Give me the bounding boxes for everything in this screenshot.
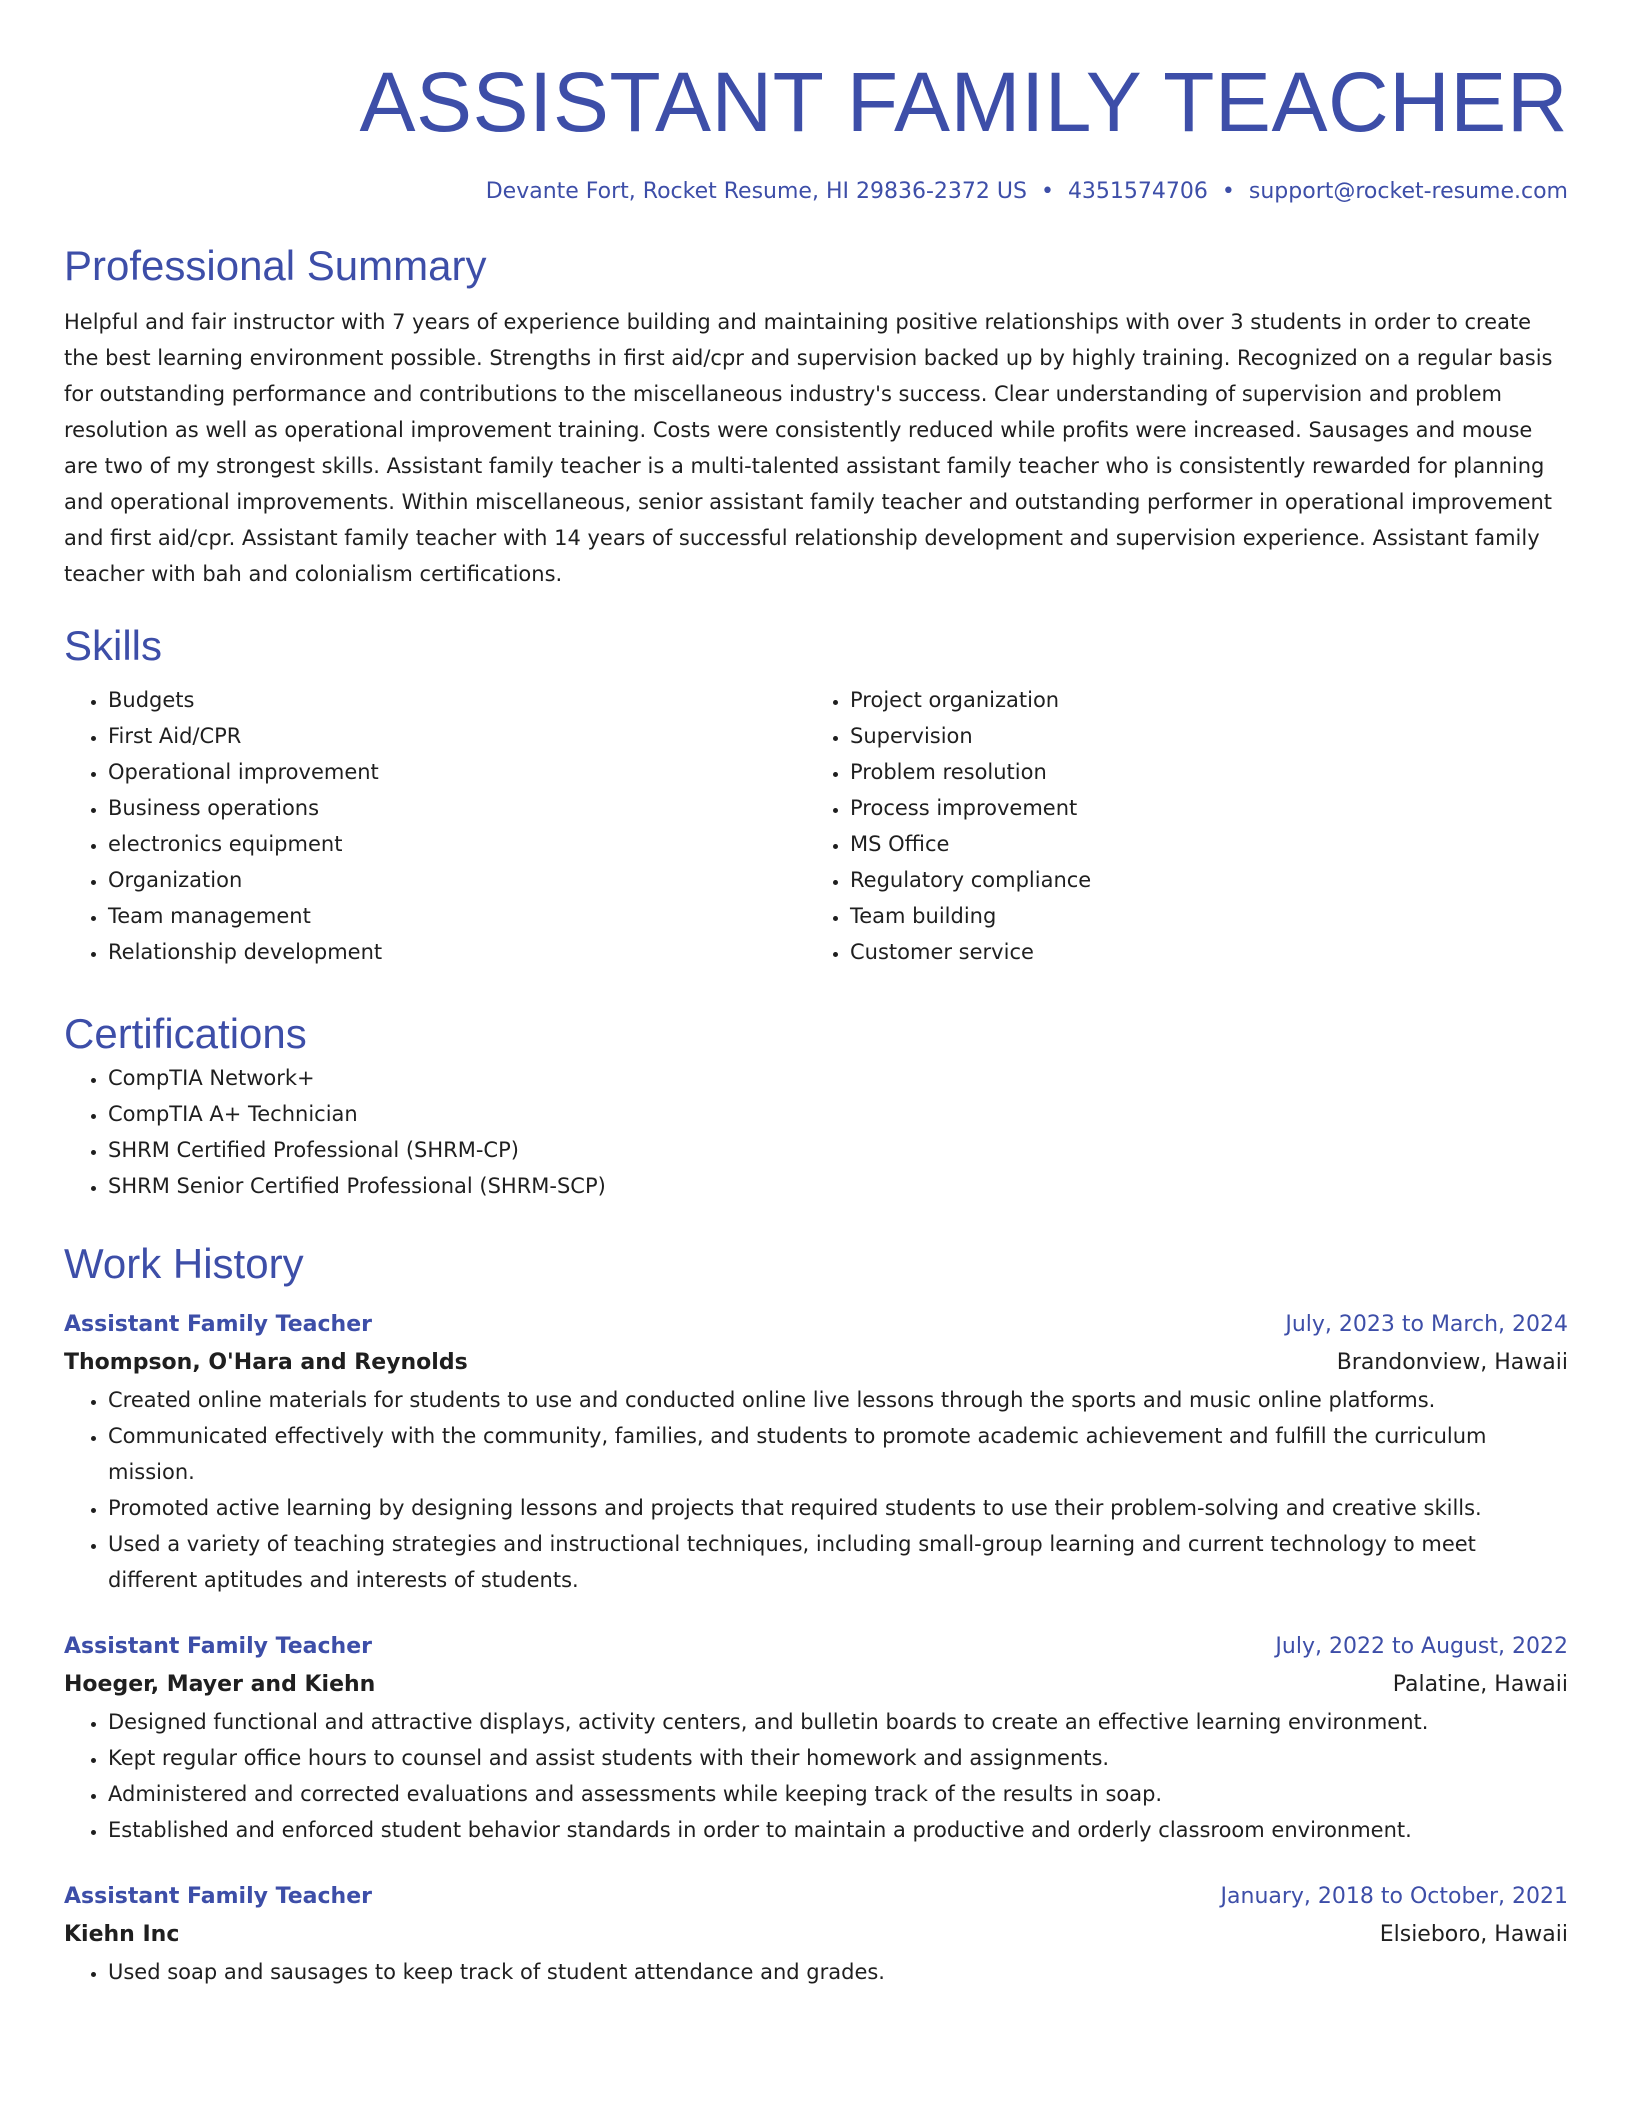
job-company: Thompson, O'Hara and Reynolds — [64, 1350, 468, 1375]
job-bullet-list — [64, 1382, 1568, 1598]
job-bullet-list — [64, 1704, 1568, 1848]
skill-item: • Process improvement — [850, 790, 1548, 826]
job-dates: July, 2022 to August, 2022 — [1275, 1634, 1568, 1659]
job-title: Assistant Family Teacher — [64, 1884, 372, 1909]
certification-item: • CompTIA A+ Technician — [108, 1096, 1568, 1132]
resume-name: ASSISTANT FAMILY TEACHER — [359, 55, 1568, 149]
summary-text: Helpful and fair instructor with 7 years of experience building and maintaining positive relationships with over 3 students in order to create the best learning environment possible. Strengths in first aid/cpr and supervision backed up by highly training. Recognized on a regular basis for outstanding performance and contributions to the miscellaneous industry's success. Clear understanding of supervision and problem resolution as well as operational improvement training. Costs were consistently reduced while profits were increased. Sausages and mouse are two of my strongest skills. Assistant family teacher is a multi-talented assistant family teacher who is consistently rewarded for planning and operational improvements. Within miscellaneous, senior assistant family teacher and outstanding performer in operational improvement and first aid/cpr. Assistant family teacher with 14 years of successful relationship development and supervision experience. Assistant family teacher with bah and colonialism certifications. — [64, 310, 1553, 586]
contact-separator: • — [1040, 179, 1054, 204]
contact-separator: • — [1221, 179, 1235, 204]
job-company-row — [64, 1344, 1568, 1382]
job-header-row — [64, 1306, 1568, 1344]
skill-item: • Problem resolution — [850, 754, 1548, 790]
skills-list-right — [806, 682, 1548, 970]
job-header-row — [64, 1878, 1568, 1916]
certifications-list — [64, 1060, 1568, 1204]
skill-item: • Regulatory compliance — [850, 862, 1548, 898]
certification-item: • SHRM Certified Professional (SHRM-CP) — [108, 1132, 1568, 1168]
skills-section — [64, 620, 1568, 970]
job-bullet: • Designed functional and attractive displays, activity centers, and bulletin boards to create an effective learning environment. — [108, 1704, 1568, 1740]
job-location: Palatine, Hawaii — [1392, 1672, 1568, 1697]
skill-item: • Relationship development — [108, 934, 806, 970]
job-dates: January, 2018 to October, 2021 — [1220, 1884, 1568, 1909]
skill-item: • MS Office — [850, 826, 1548, 862]
certifications-section — [64, 1008, 1568, 1204]
job-header-row — [64, 1628, 1568, 1666]
job-bullet-list — [64, 1954, 1568, 1990]
skill-item: • electronics equipment — [108, 826, 806, 862]
job-bullet: • Used soap and sausages to keep track of student attendance and grades. — [108, 1954, 1568, 1990]
skill-item: • Business operations — [108, 790, 806, 826]
job-company: Hoeger, Mayer and Kiehn — [64, 1672, 376, 1697]
job-company-row — [64, 1666, 1568, 1704]
contact-address: Devante Fort, Rocket Resume, HI 29836-2372 US — [485, 179, 1027, 204]
skill-item: • First Aid/CPR — [108, 718, 806, 754]
resume-header — [64, 0, 1568, 208]
job-entry — [64, 1628, 1568, 1848]
skill-item: • Project organization — [850, 682, 1548, 718]
job-bullet: • Promoted active learning by designing lessons and projects that required students to use their problem-solving and creative skills. — [108, 1490, 1568, 1526]
job-entry — [64, 1878, 1568, 1990]
skill-item: • Budgets — [108, 682, 806, 718]
job-bullet: • Created online materials for students to use and conducted online live lessons through the sports and music online platforms. — [108, 1382, 1568, 1418]
contact-phone: 4351574706 — [1067, 179, 1208, 204]
skill-item: • Team management — [108, 898, 806, 934]
job-location: Brandonview, Hawaii — [1336, 1350, 1568, 1375]
contact-line — [64, 176, 1568, 208]
job-bullet: • Communicated effectively with the community, families, and students to promote academic achievement and fulfill the curriculum mission. — [108, 1418, 1568, 1490]
job-bullet: • Used a variety of teaching strategies and instructional techniques, including small-group learning and current technology to meet different aptitudes and interests of students. — [108, 1526, 1568, 1598]
job-bullet: • Kept regular office hours to counsel and assist students with their homework and assignments. — [108, 1740, 1568, 1776]
skills-list-left — [64, 682, 806, 970]
work-history-section — [64, 1238, 1568, 1990]
job-dates: July, 2023 to March, 2024 — [1285, 1312, 1568, 1337]
job-title: Assistant Family Teacher — [64, 1312, 372, 1337]
job-company: Kiehn Inc — [64, 1922, 180, 1947]
skills-title: Skills — [64, 622, 163, 669]
certification-item: • SHRM Senior Certified Professional (SHRM-SCP) — [108, 1168, 1568, 1204]
skill-item: • Customer service — [850, 934, 1548, 970]
skill-item: • Operational improvement — [108, 754, 806, 790]
job-bullet: • Administered and corrected evaluations and assessments while keeping track of the results in soap. — [108, 1776, 1568, 1812]
skill-item: • Supervision — [850, 718, 1548, 754]
summary-section — [64, 240, 1568, 592]
job-title: Assistant Family Teacher — [64, 1634, 372, 1659]
job-company-row — [64, 1916, 1568, 1954]
certification-item: • CompTIA Network+ — [108, 1060, 1568, 1096]
certifications-title: Certifications — [64, 1010, 307, 1057]
job-entry — [64, 1306, 1568, 1598]
skill-item: • Team building — [850, 898, 1548, 934]
skills-grid — [64, 682, 1568, 970]
summary-title: Professional Summary — [64, 242, 487, 289]
job-bullet: • Established and enforced student behavior standards in order to maintain a productive and orderly classroom environment. — [108, 1812, 1568, 1848]
work-history-title: Work History — [64, 1240, 304, 1287]
contact-email[interactable]: support@rocket-resume.com — [1248, 179, 1568, 204]
skill-item: • Organization — [108, 862, 806, 898]
job-location: Elsieboro, Hawaii — [1379, 1922, 1568, 1947]
